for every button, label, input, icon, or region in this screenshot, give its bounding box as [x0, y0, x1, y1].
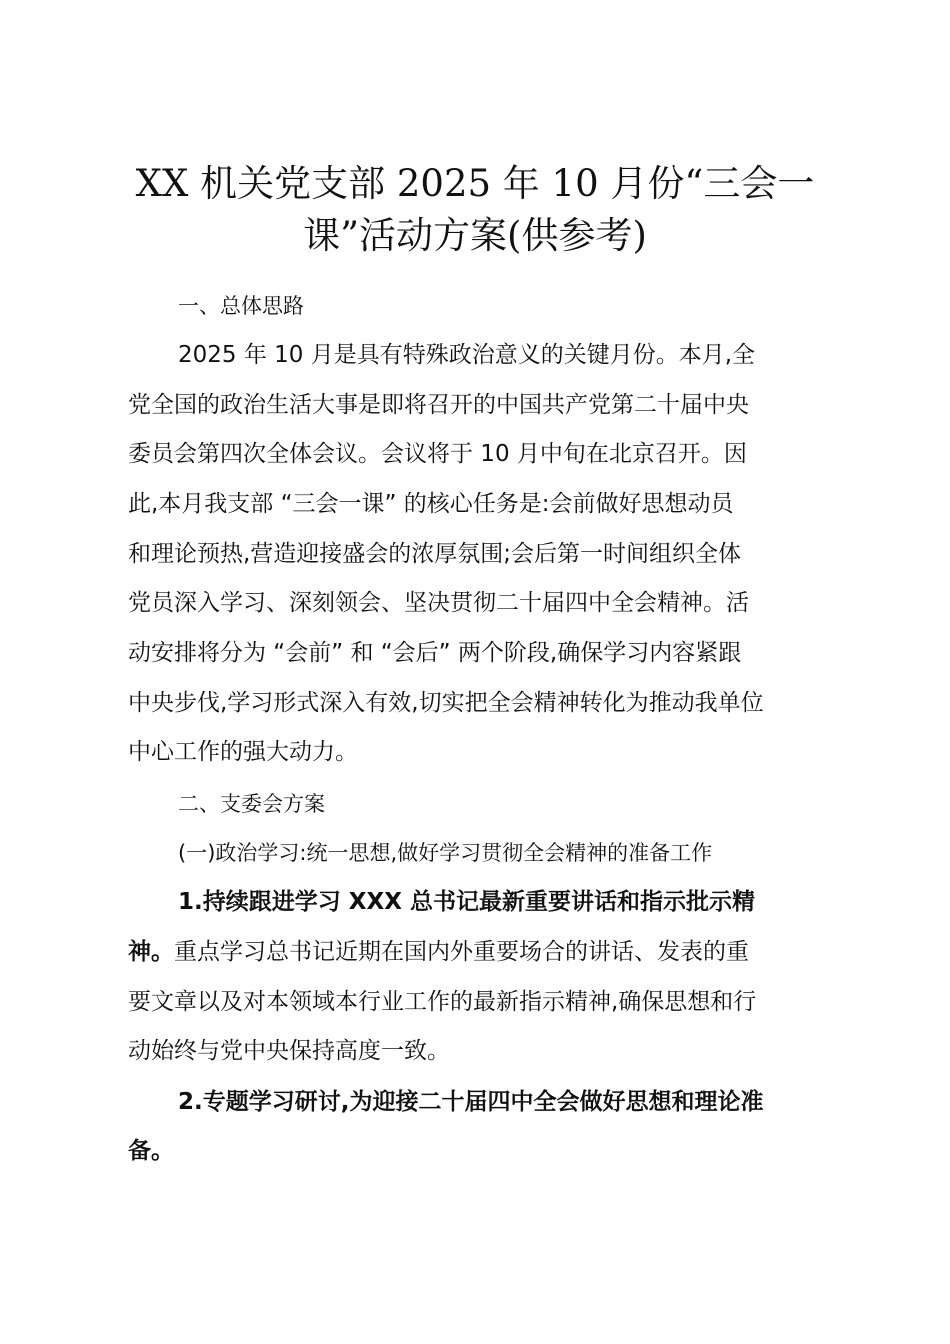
section-heading-overall-approach: 一、总体思路 [178, 294, 304, 318]
document-title-line-1: XX 机关党支部 2025 年 10 月份“三会一 [135, 162, 815, 205]
paragraph-line: 动始终与党中央保持高度一致。 [128, 1038, 450, 1064]
paragraph-line: 此,本月我支部 “三会一课” 的核心任务是:会前做好思想动员 [128, 491, 734, 517]
item-2-heading-end: 备。 [128, 1138, 174, 1164]
paragraph-line: 动安排将分为 “会前” 和 “会后” 两个阶段,确保学习内容紧跟 [128, 640, 742, 666]
paragraph-line: 党全国的政治生活大事是即将召开的中国共产党第二十届中央 [128, 392, 749, 418]
paragraph-line: 中央步伐,学习形式深入有效,切实把全会精神转化为推动我单位 [128, 690, 764, 716]
paragraph-line: 和理论预热,营造迎接盛会的浓厚氛围;会后第一时间组织全体 [128, 541, 742, 567]
subsection-heading-political-study: (一)政治学习:统一思想,做好学习贯彻全会精神的准备工作 [178, 841, 713, 865]
item-1-heading: 1.持续跟进学习 XXX 总书记最新重要讲话和指示批示精 [178, 889, 755, 915]
paragraph-line: 要文章以及对本领域本行业工作的最新指示精神,确保思想和行 [128, 989, 757, 1015]
item-1-heading-end: 神。 [128, 939, 174, 965]
paragraph-line: 委员会第四次全体会议。会议将于 10 月中旬在北京召开。因 [128, 441, 747, 467]
item-2-heading: 2.专题学习研讨,为迎接二十届四中全会做好思想和理论准 [178, 1089, 764, 1115]
paragraph-line: 党员深入学习、深刻领会、坚决贯彻二十届四中全会精神。活 [128, 590, 749, 616]
item-1-text: 重点学习总书记近期在国内外重要场合的讲话、发表的重 [174, 939, 749, 965]
item-1-line-2 [128, 937, 838, 967]
paragraph-line: 2025 年 10 月是具有特殊政治意义的关键月份。本月,全 [178, 342, 756, 368]
paragraph-line: 中心工作的强大动力。 [128, 739, 358, 765]
document-title-line-2: 课”活动方案(供参考) [303, 214, 647, 257]
section-heading-committee-plan: 二、支委会方案 [178, 792, 325, 816]
